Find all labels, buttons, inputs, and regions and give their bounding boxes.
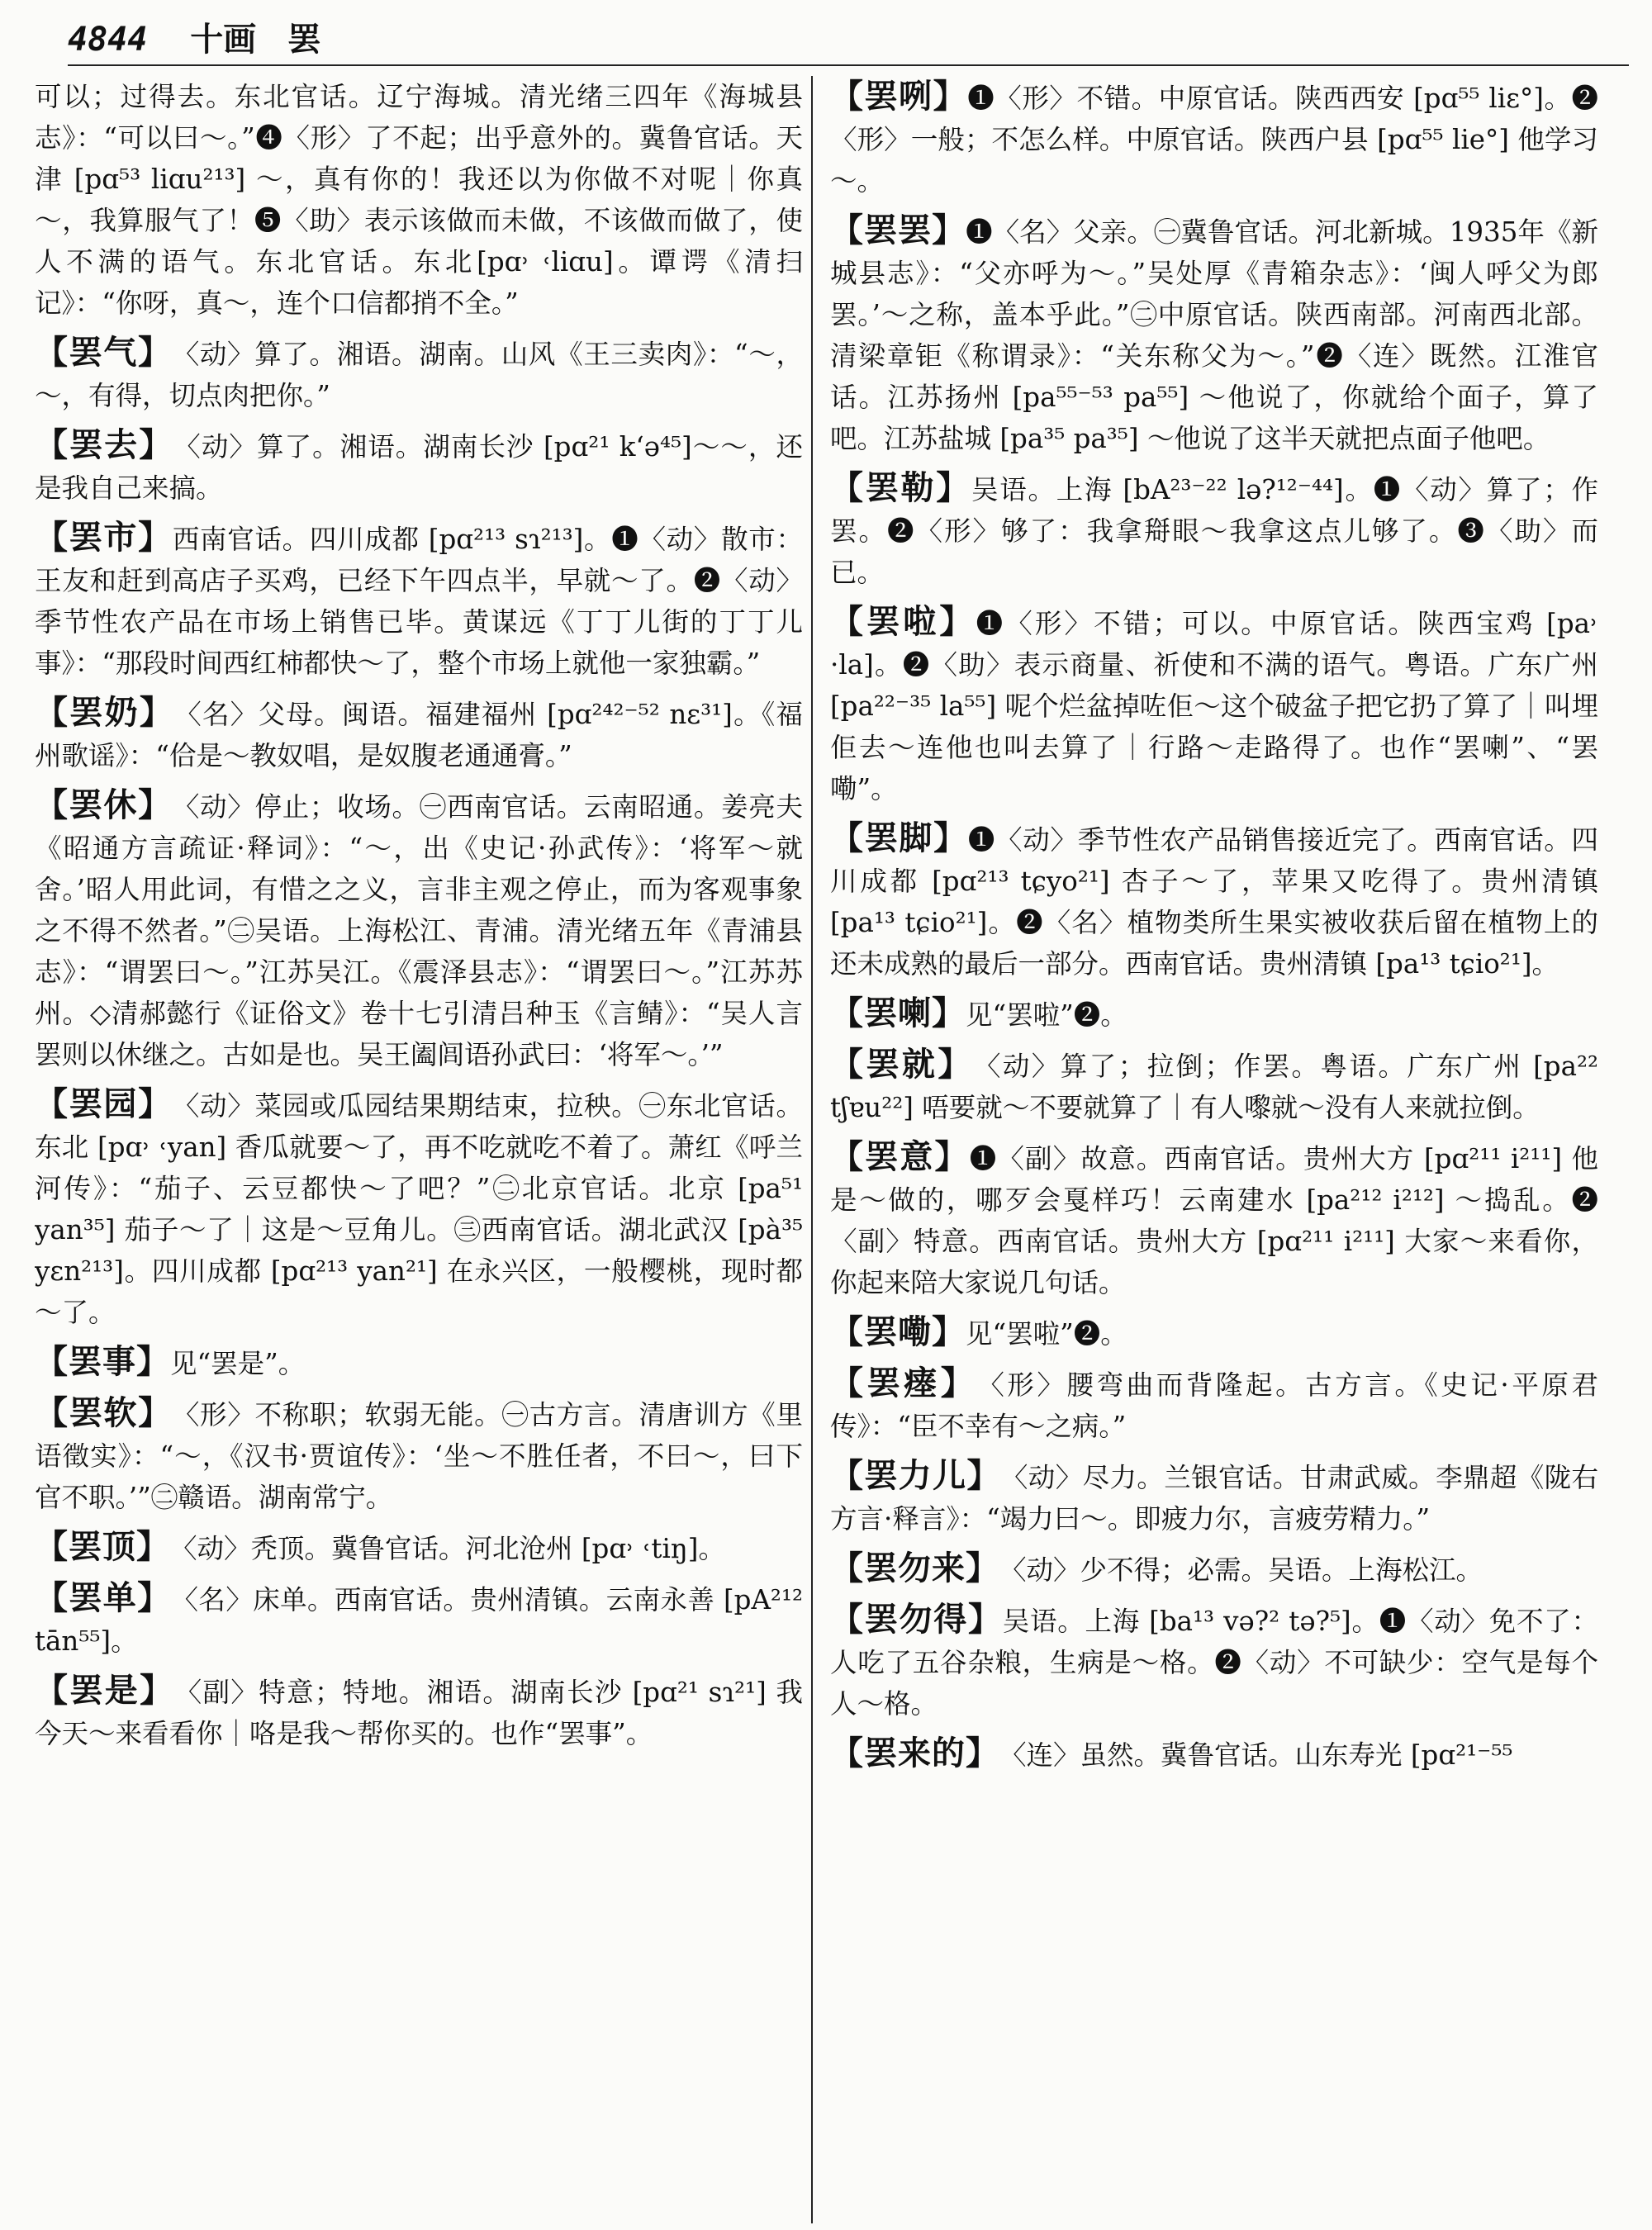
entry-headword: 【罢勿来】 xyxy=(830,1549,999,1587)
dictionary-entry xyxy=(830,1455,1598,1540)
left-column xyxy=(35,76,803,2219)
entry-definition: 吴语。上海 [bA²³⁻²² lə?¹²⁻⁴⁴]。❶〈动〉算了；作罢。❷〈形〉够了：我拿搿眼～我拿这点儿够了。❸〈助〉而已。 xyxy=(830,474,1598,588)
entry-definition: ❶〈形〉不错；可以。中原官话。陕西宝鸡 [pa˒ ·la]。❷〈助〉表示商量、祈使和不满的语气。粤语。广东广州 [pa²²⁻³⁵ la⁵⁵] 呢个烂盆掉咗佢～这个破盆子把它扔了算了｜叫埋佢去～连他也叫去算了｜行路～走路得了。也作“罢喇”、“罢嘞”。 xyxy=(830,608,1598,804)
entry-headword: 【罢市】 xyxy=(35,518,173,557)
entry-definition: 〈动〉算了。湘语。湖南长沙 [pɑ²¹ k‘ə⁴⁵]～～，还是我自己来搞。 xyxy=(35,431,803,504)
dictionary-entry xyxy=(830,76,1598,202)
entry-headword: 【罢力儿】 xyxy=(830,1456,1001,1495)
column-divider xyxy=(811,76,813,2223)
dictionary-entry xyxy=(35,1670,803,1754)
entry-headword: 【罢事】 xyxy=(35,1342,170,1381)
dictionary-entry xyxy=(35,1393,803,1518)
entry-definition: 见“罢啦”❷。 xyxy=(966,999,1127,1031)
page-header xyxy=(68,17,1629,66)
entry-headword: 【罢瘗】 xyxy=(830,1364,978,1402)
entry-headword: 【罢气】 xyxy=(35,333,173,372)
entry-definition: 〈动〉菜园或瓜园结果期结束，拉秧。㊀东北官话。东北 [pɑ˒ ˓yan] 香瓜就要～了，再不吃就吃不着了。萧红《呼兰河传》：“茄子、云豆都快～了吧？”㊁北京官话。北京 [pa⁵¹ yan³⁵] 茄子～了｜这是～豆角儿。㊂西南官话。湖北武汉 [pà³⁵ yɛn²¹³]。四川成都 [pɑ²¹³ yan²¹] 在永兴区，一般樱桃，现时都～了。 xyxy=(35,1090,803,1328)
dictionary-entry xyxy=(830,1136,1598,1303)
dictionary-entry xyxy=(830,993,1598,1036)
dictionary-entry xyxy=(35,1578,803,1662)
entry-definition: 〈动〉算了。湘语。湖南。山风《王三卖肉》：“～，～，有得，切点肉把你。” xyxy=(35,339,803,411)
dictionary-entry xyxy=(35,1526,803,1569)
entry-headword: 【罢勒】 xyxy=(830,468,972,507)
section-label: 十画 xyxy=(190,20,257,59)
entry-definition: ❶〈动〉季节性农产品销售接近完了。西南官话。四川成都 [pɑ²¹³ tɕyo²¹] 杏子～了，苹果又吃得了。贵州清镇 [pa¹³ tɕio²¹]。❷〈名〉植物类所生果实被收获后留在植物上的还未成熟的最后一部分。西南官话。贵州清镇 [pa¹³ tɕio²¹]。 xyxy=(830,824,1598,980)
entry-headword: 【罢顶】 xyxy=(35,1527,170,1566)
entry-definition: 〈连〉虽然。冀鲁官话。山东寿光 [pɑ²¹⁻⁵⁵ xyxy=(999,1739,1513,1771)
entry-definition: 〈副〉特意；特地。湘语。湖南长沙 [pɑ²¹ sɿ²¹] 我今天～来看看你｜咯是我～帮你买的。也作“罢事”。 xyxy=(35,1677,803,1749)
entry-headword: 【罢去】 xyxy=(35,425,174,464)
entry-headword: 【罢来的】 xyxy=(830,1734,999,1772)
dictionary-entry xyxy=(35,692,803,776)
dictionary-entry xyxy=(830,601,1598,809)
entry-definition: 〈名〉床单。西南官话。贵州清镇。云南永善 [pA²¹² tān⁵⁵]。 xyxy=(35,1584,803,1657)
entry-definition: ❶〈副〉故意。西南官话。贵州大方 [pɑ²¹¹ i²¹¹] 他是～做的，哪歹会戛样巧！云南建水 [pa²¹² i²¹²] ～捣乱。❷〈副〉特意。西南官话。贵州大方 [pɑ²¹¹ i²¹¹] 大家～来看你，你起来陪大家说几句话。 xyxy=(830,1143,1598,1298)
entry-headword: 【罢软】 xyxy=(35,1393,173,1432)
entry-headword: 【罢勿得】 xyxy=(830,1600,1003,1639)
dictionary-entry xyxy=(830,818,1598,985)
dictionary-entry xyxy=(35,1084,803,1333)
entry-headword: 【罢脚】 xyxy=(830,818,968,857)
dictionary-entry xyxy=(830,210,1598,459)
dictionary-entry xyxy=(830,1733,1598,1776)
entry-headword: 【罢就】 xyxy=(830,1045,974,1084)
dictionary-entry xyxy=(35,425,803,509)
entry-definition: 〈动〉算了；拉倒；作罢。粤语。广东广州 [pa²² tʃɐu²²] 唔要就～不要就算了｜有人嚟就～没有人来就拉倒。 xyxy=(830,1051,1598,1123)
dictionary-entry xyxy=(35,785,803,1075)
entry-headword: 【罢奶】 xyxy=(35,693,175,732)
dictionary-entry xyxy=(35,76,803,324)
entry-definition: 吴语。上海 [ba¹³ və?² tə?⁵]。❶〈动〉免不了：人吃了五谷杂粮，生病是～格。❷〈动〉不可缺少：空气是每个人～格。 xyxy=(830,1606,1598,1720)
page-number: 4844 xyxy=(68,21,148,59)
entry-headword: 【罢园】 xyxy=(35,1084,173,1123)
dictionary-entry xyxy=(35,517,803,684)
entry-definition: 〈动〉尽力。兰银官话。甘肃武威。李鼎超《陇右方言·释言》：“竭力曰～。即疲力尔，言疲劳精力。” xyxy=(830,1462,1598,1535)
dictionary-entry xyxy=(830,467,1598,593)
entry-definition: 〈动〉少不得；必需。吴语。上海松江。 xyxy=(999,1554,1483,1586)
entry-headword: 【罢嘞】 xyxy=(830,1312,966,1351)
entry-definition: ❶〈形〉不错。中原官话。陕西西安 [pɑ⁵⁵ liɛ°]。❷〈形〉一般；不怎么样。中原官话。陕西户县 [pɑ⁵⁵ lie°] 他学习～。 xyxy=(830,83,1598,197)
entry-definition: 西南官话。四川成都 [pɑ²¹³ sɿ²¹³]。❶〈动〉散市：王友和赶到高店子买鸡，已经下午四点半，早就～了。❷〈动〉季节性农产品在市场上销售已毕。黄谋远《丁丁儿街的丁丁儿事》：“那段时间西红柿都快～了，整个市场上就他一家独霸。” xyxy=(35,524,803,679)
entry-headword: 【罢单】 xyxy=(35,1578,172,1617)
entry-headword: 【罢咧】 xyxy=(830,77,968,116)
entry-definition: 见“罢是”。 xyxy=(170,1348,306,1379)
dictionary-entry xyxy=(830,1044,1598,1128)
entry-definition: 〈动〉停止；收场。㊀西南官话。云南昭通。姜亮夫《昭通方言疏证·释词》：“～，出《史记·孙武传》：‘将军～就舍。’昭人用此词，有惜之之义，言非主观之停止，而为客观事象之不得不然者。”㊁吴语。上海松江、青浦。清光绪五年《青浦县志》：“谓罢曰～。”江苏吴江。《震泽县志》：“谓罢曰～。”江苏苏州。◇清郝懿行《证俗文》卷十七引清吕种玉《言鲭》：“吴人言罢则以休继之。古如是也。吴王阖闾语孙武曰：‘将军～。’” xyxy=(35,791,803,1070)
entry-definition: 见“罢啦”❷。 xyxy=(966,1318,1127,1350)
entry-headword: 【罢意】 xyxy=(830,1137,970,1176)
entry-definition: 〈动〉秃顶。冀鲁官话。河北沧州 [pɑ˒ ˓tiŋ]。 xyxy=(170,1533,725,1564)
dictionary-entry xyxy=(830,1599,1598,1725)
entry-definition: 〈形〉腰弯曲而背隆起。古方言。《史记·平原君传》：“臣不幸有～之病。” xyxy=(830,1369,1598,1442)
dictionary-entry xyxy=(830,1548,1598,1591)
dictionary-entry xyxy=(830,1312,1598,1355)
entry-headword: 【罢罢】 xyxy=(830,211,966,249)
dictionary-entry xyxy=(35,1341,803,1384)
entry-definition: 〈形〉不称职；软弱无能。㊀古方言。清唐训方《里语徵实》：“～，《汉书·贾谊传》：‘坐～不胜任者，不曰～，曰下官不职。’”㊁赣语。湖南常宁。 xyxy=(35,1399,803,1513)
entry-headword: 【罢喇】 xyxy=(830,994,966,1032)
entry-definition: 〈名〉父母。闽语。福建福州 [pɑ²⁴²⁻⁵² nɛ³¹]。《福州歌谣》：“佮是～教奴唱，是奴腹老通通膏。” xyxy=(35,699,803,771)
entry-headword: 【罢休】 xyxy=(35,785,173,824)
dictionary-entry xyxy=(830,1363,1598,1447)
entry-definition: 可以；过得去。东北官话。辽宁海城。清光绪三四年《海城县志》：“可以曰～。”❹〈形〉了不起；出乎意外的。冀鲁官话。天津 [pɑ⁵³ liɑu²¹³] ～，真有你的！我还以为你做不对呢｜你真～，我算服气了！❺〈助〉表示该做而未做，不该做而做了，使人不满的语气。东北官话。东北[pɑ˒ ˓liɑu]。谭谔《清扫记》：“你呀，真～，连个口信都捎不全。” xyxy=(35,81,803,319)
entry-headword: 【罢是】 xyxy=(35,1671,175,1710)
entry-definition: ❶〈名〉父亲。㊀冀鲁官话。河北新城。1935年《新城县志》：“父亦呼为～。”吴处厚《青箱杂志》：‘闽人呼父为郎罢。’～之称，盖本乎此。”㊁中原官话。陕西南部。河南西北部。清梁章钜《称谓录》：“关东称父为～。”❷〈连〉既然。江淮官话。江苏扬州 [pa⁵⁵⁻⁵³ pa⁵⁵] ～他说了，你就给个面子，算了吧。江苏盐城 [pa³⁵ pa³⁵] ～他说了这半天就把点面子他吧。 xyxy=(830,216,1598,454)
header-character: 罢 xyxy=(287,20,321,59)
dictionary-entry xyxy=(35,332,803,416)
entry-headword: 【罢啦】 xyxy=(830,602,976,641)
right-column xyxy=(830,76,1598,2219)
